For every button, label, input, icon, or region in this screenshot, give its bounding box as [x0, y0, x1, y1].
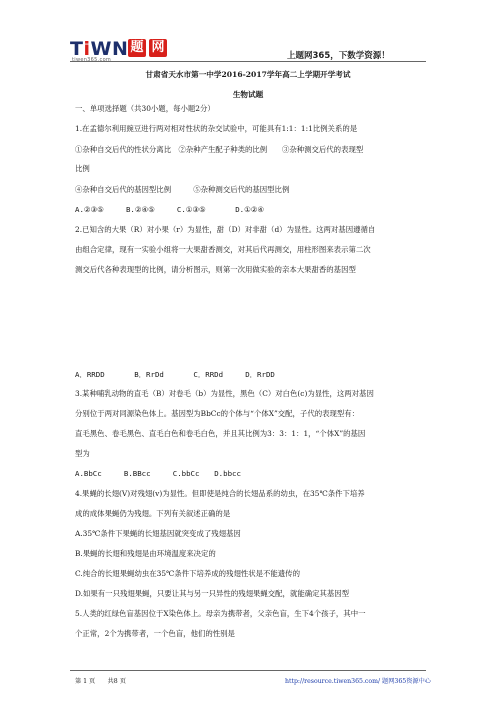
question-line: 个正常，2个为携带者，一个色盲，他们的性别是: [75, 629, 235, 638]
footer-links: [285, 676, 431, 685]
logo-char-box-1: 题: [128, 39, 146, 57]
question-line: 直毛黑色、卷毛黑色、直毛白色和卷毛白色，并且其比例为3：3：1：1，“个体X”的基因: [75, 429, 366, 438]
question-line: 比例: [75, 164, 90, 173]
answer-options: A．RRDD B．RrDd C．RRDd D．RrDD: [75, 370, 275, 379]
question-line: 分别位于两对同源染色体上。基因型为BbCc的个体与“个体X”交配，子代的表现型有：: [75, 409, 360, 418]
footer-url-link[interactable]: http://resource.tiwen365.com/: [285, 678, 381, 685]
question-line: 由组合定律，现有一实验小组将一大果甜香测交，对其后代再测交，用柱形图来表示第二次: [75, 245, 371, 254]
question-line: 1.在孟德尔利用豌豆进行两对相对性状的杂交试验中，可能具有1:1：1:1比例关系的是: [75, 124, 358, 133]
question-line: 成的成体果蝇仍为残翅。下列有关叙述正确的是: [75, 509, 231, 518]
header-divider: [70, 61, 426, 62]
question-line: 3.某种哺乳动物的直毛（B）对卷毛（b）为显性，黑色（C）对白色(c)为显性，这两对基因: [75, 389, 374, 398]
question-line: 4.果蝇的长翅(V)对残翅(v)为显性。但即使是纯合的长翅品系的幼虫，在35℃条件下培养: [75, 489, 365, 498]
answer-option: B.果蝇的长翅和残翅是由环境温度来决定的: [75, 549, 216, 558]
section-heading: 一、单项选择题（共30小题，每小题2分）: [75, 104, 215, 113]
answer-options: A.BbCc B.BBcc C.bbCc D.bbcc: [75, 469, 241, 478]
logo-char-box-2: 网: [149, 39, 167, 57]
footer-divider: [70, 670, 426, 671]
question-line: 型为: [75, 449, 90, 458]
question-line: 2.已知含的大果（R）对小果（r）为显性，甜（D）对非甜（d）为显性。这两对基因遵循自: [75, 225, 376, 234]
header-slogan: 上题网365，下数学资源！: [287, 51, 390, 61]
question-line: ①杂种自交后代的性状分离比 ②杂种产生配子种类的比例 ③杂种测交后代的表现型: [75, 145, 364, 154]
question-line: 测交后代各种表现型的比例，请分析图示，则第一次用做实验的亲本大果甜香的基因型: [75, 265, 356, 274]
document-title: 甘肃省天水市第一中学2016-2017学年高二上学期开学考试: [145, 70, 351, 79]
footer-brand-link[interactable]: 题网365资源中心: [382, 678, 431, 685]
answer-option: C.纯合的长翅果蝇幼虫在35℃条件下培养成的残翅性状是不能遗传的: [75, 569, 300, 578]
page-number: 第 1 页 共8 页: [75, 678, 126, 685]
answer-option: A.35℃条件下果蝇的长翅基因就突变成了残翅基因: [75, 529, 241, 538]
logo-url: tiwen365.com: [72, 57, 112, 63]
question-line: ④杂种自交后代的基因型比例 ⑤杂种测交后代的基因型比例: [75, 185, 290, 194]
answer-options: A.②③⑤ B.②④⑤ C.①③⑤ D.①②④: [75, 205, 265, 214]
document-subtitle: 生物试题: [232, 90, 264, 99]
answer-option: D.如果有一只残翅果蝇，只要让其与另一只异性的残翅果蝇交配，就能确定其基因型: [75, 589, 350, 598]
logo-text: TiWN: [70, 38, 129, 60]
question-line: 5.人类的红绿色盲基因位于X染色体上。母亲为携带者，父亲色盲，生下4个孩子，其中一: [75, 609, 366, 618]
